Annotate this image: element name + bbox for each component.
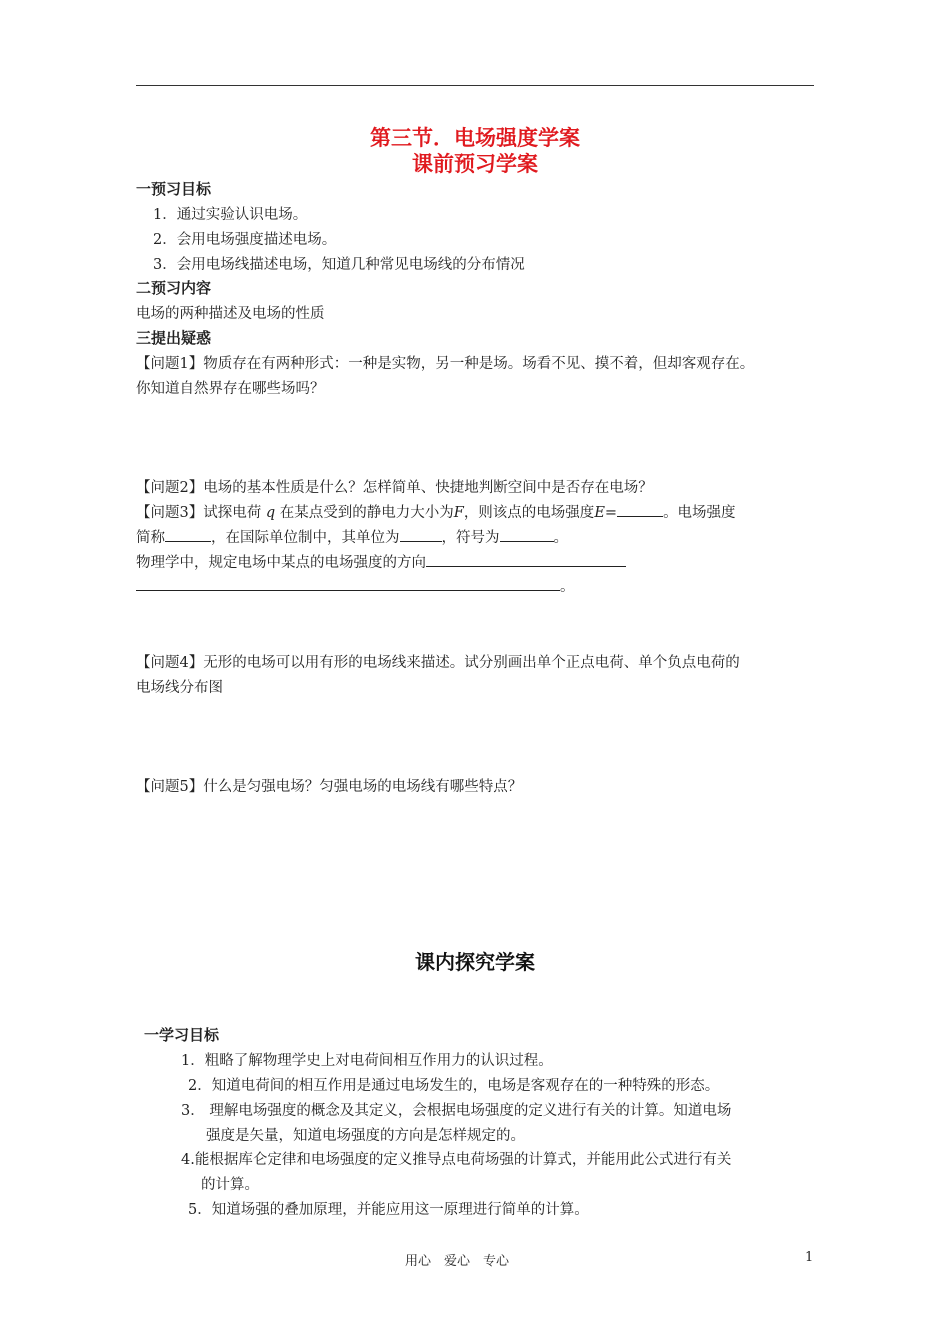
inclass-goal-2: 2．知道电荷间的相互作用是通过电场发生的，电场是客观存在的一种特殊的形态。: [188, 1078, 720, 1094]
q3-text-b: 在某点受到的静电力大小为: [279, 505, 454, 521]
q3-line2-d: 。: [553, 530, 568, 546]
q3-equals: =: [604, 505, 618, 521]
header-rule: [136, 85, 814, 86]
q3-line2-b: ，在国际单位制中，其单位为: [211, 530, 400, 546]
blank-field-strength[interactable]: [617, 502, 663, 517]
inclass-goal-4-line-1: 4.能根据库仑定律和电场强度的定义推导点电荷场强的计算式，并能用此公式进行有关: [181, 1152, 732, 1168]
preview-goal-3: 3．会用电场线描述电场，知道几种常见电场线的分布情况: [153, 257, 525, 273]
page-number: 1: [805, 1250, 814, 1265]
document-title: 第三节．电场强度学案: [370, 126, 580, 150]
preview-content-text: 电场的两种描述及电场的性质: [136, 306, 325, 322]
q3-line3-text: 物理学中，规定电场中某点的电场强度的方向: [136, 555, 426, 571]
question-3-line-1: [136, 501, 736, 522]
q3-line4-end: 。: [560, 579, 575, 595]
q3-line2-a: 简称: [136, 530, 165, 546]
q3-line2-c: ，符号为: [441, 530, 500, 546]
blank-symbol[interactable]: [500, 527, 554, 542]
question-5: 【问题5】什么是匀强电场？匀强电场的电场线有哪些特点？: [136, 779, 523, 795]
question-3-line-3: [136, 551, 626, 572]
footer-motto: 用心 爱心 专心: [405, 1254, 510, 1269]
inclass-goal-3-line-1: 3． 理解电场强度的概念及其定义，会根据电场强度的定义进行有关的计算。知道电场: [181, 1103, 732, 1119]
inclass-goal-5: 5．知道场强的叠加原理，并能应用这一原理进行简单的计算。: [188, 1202, 589, 1218]
inclass-title: 课内探究学案: [415, 950, 535, 974]
question-4-line-2: 电场线分布图: [136, 680, 223, 696]
question-3-line-4: [136, 575, 575, 596]
preview-content-heading: 二预习内容: [136, 279, 212, 297]
q3-symbol-q: q: [265, 505, 276, 521]
question-1-line-2: 你知道自然界存在哪些场吗？: [136, 381, 325, 397]
questions-heading: 三提出疑惑: [136, 329, 212, 347]
inclass-goal-3-line-2: 强度是矢量，知道电场强度的方向是怎样规定的。: [206, 1128, 525, 1144]
preview-goals-heading: 一预习目标: [136, 180, 212, 198]
question-1-line-1: 【问题1】物质存在有两种形式：一种是实物，另一种是场。场看不见、摸不着，但却客观存在。: [136, 356, 755, 372]
blank-direction-1[interactable]: [426, 552, 626, 567]
question-2: 【问题2】电场的基本性质是什么？怎样简单、快捷地判断空间中是否存在电场？: [136, 480, 653, 496]
document-subtitle: 课前预习学案: [412, 152, 538, 176]
q3-symbol-F: F: [453, 505, 464, 521]
preview-goal-2: 2．会用电场强度描述电场。: [153, 232, 337, 248]
q3-text-a: 【问题3】试探电荷: [136, 505, 262, 521]
inclass-goal-1: 1．粗略了解物理学史上对电荷间相互作用力的认识过程。: [181, 1053, 553, 1069]
inclass-goal-4-line-2: 的计算。: [201, 1177, 259, 1193]
blank-short-name[interactable]: [165, 527, 211, 542]
question-3-line-2: [136, 526, 568, 547]
q3-text-d: 。电场强度: [663, 505, 736, 521]
inclass-goals-heading: 一学习目标: [144, 1026, 220, 1044]
preview-goal-1: 1．通过实验认识电场。: [153, 207, 308, 223]
q3-text-c: ，则该点的电场强度: [463, 505, 595, 521]
question-4-line-1: 【问题4】无形的电场可以用有形的电场线来描述。试分别画出单个正点电荷、单个负点电荷的: [136, 655, 740, 671]
q3-symbol-E: E: [594, 505, 605, 521]
blank-unit[interactable]: [400, 527, 442, 542]
blank-direction-2[interactable]: [136, 576, 560, 591]
